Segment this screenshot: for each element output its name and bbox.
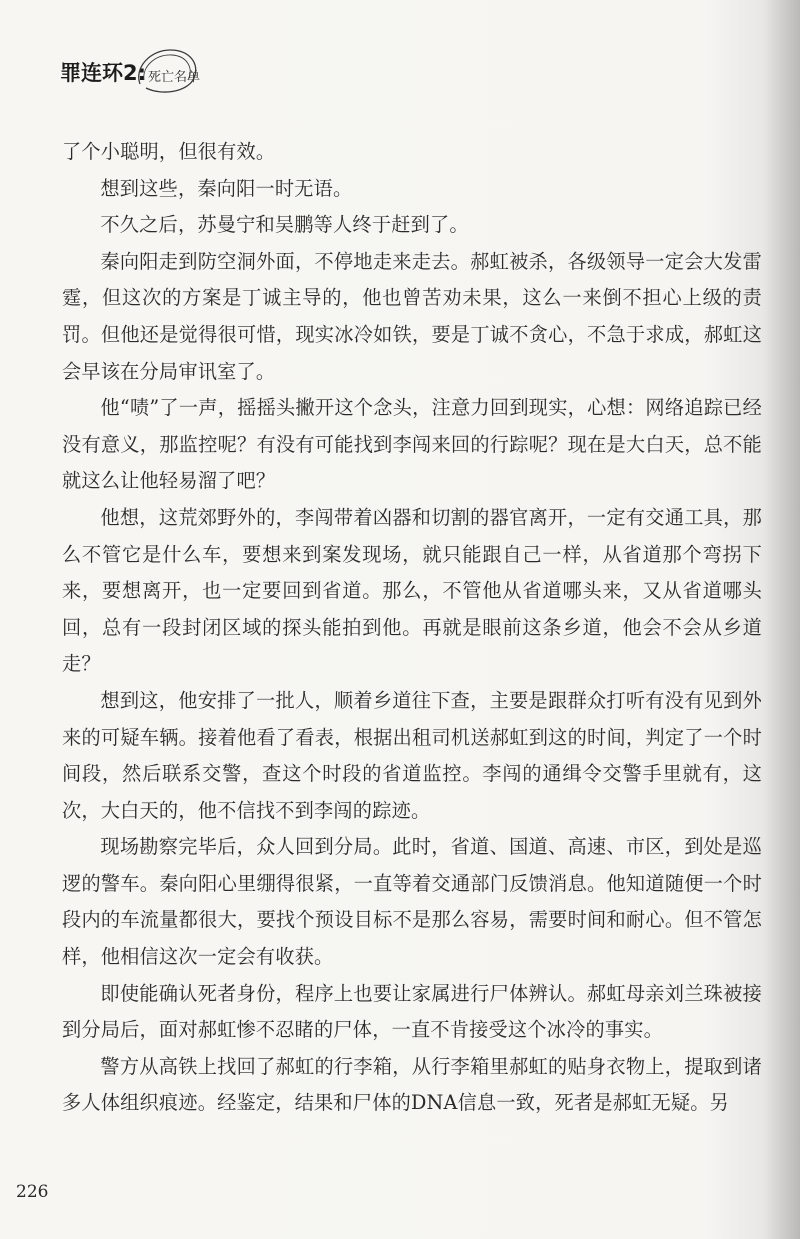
circle-ornament-icon [132, 44, 202, 98]
body-text [62, 134, 762, 1122]
paragraph: 想到这，他安排了一批人，顺着乡道往下查，主要是跟群众打听有没有见到外来的可疑车辆。接着他看了看表，根据出租司机送郝虹到这的时间，判定了一个时间段，然后联系交警，查这个时段的省道监控。李闯的通缉令交警手里就有，这次，大白天的，他不信找不到李闯的踪迹。 [62, 688, 762, 822]
series-title: 罪连环2: [60, 61, 147, 85]
spine-shadow [764, 0, 800, 1239]
paragraph: 不久之后，苏曼宁和吴鹏等人终于赶到了。 [100, 213, 469, 237]
paragraph: 即使能确认死者身份，程序上也要让家属进行尸体辨认。郝虹母亲刘兰珠被接到分局后，面对郝虹惨不忍睹的尸体，一直不肯接受这个冰冷的事实。 [62, 981, 762, 1042]
paragraph: 秦向阳走到防空洞外面，不停地走来走去。郝虹被杀，各级领导一定会大发雷霆，但这次的方案是丁诚主导的，他也曾苦劝未果，这么一来倒不担心上级的责罚。但他还是觉得很可惜，现实冰冷如铁，要是丁诚不贪心，不急于求成，郝虹这会早该在分局审讯室了。 [62, 249, 762, 383]
paragraph: 想到这些，秦向阳一时无语。 [100, 176, 353, 200]
paragraph: 现场勘察完毕后，众人回到分局。此时，省道、国道、高速、市区，到处是巡逻的警车。秦向阳心里绷得很紧，一直等着交通部门反馈消息。他知道随便一个时段内的车流量都很大，要找个预设目标不是那么容易，需要时间和耐心。但不管怎样，他相信这次一定会有收获。 [62, 835, 762, 969]
paragraph: 他“啧”了一声，摇摇头撇开这个念头，注意力回到现实，心想：网络追踪已经没有意义，那监控呢？有没有可能找到李闯来回的行踪呢？现在是大白天，总不能就这么让他轻易溜了吧？ [62, 396, 762, 493]
book-subtitle: 死亡名单 [148, 69, 201, 85]
running-header [60, 52, 200, 92]
paragraph: 警方从高铁上找回了郝虹的行李箱，从行李箱里郝虹的贴身衣物上，提取到诸多人体组织痕迹。经鉴定，结果和尸体的DNA信息一致，死者是郝虹无疑。另 [62, 1054, 762, 1115]
page-number: 226 [16, 1182, 49, 1202]
paragraph: 他想，这荒郊野外的，李闯带着凶器和切割的器官离开，一定有交通工具，那么不管它是什么车，要想来到案发现场，就只能跟自己一样，从省道那个弯拐下来，要想离开，也一定要回到省道。那么，不管他从省道哪头来，又从省道哪头回，总有一段封闭区域的探头能拍到他。再就是眼前这条乡道，他会不会从乡道走？ [62, 505, 762, 676]
paragraph: 了个小聪明，但很有效。 [62, 140, 276, 163]
